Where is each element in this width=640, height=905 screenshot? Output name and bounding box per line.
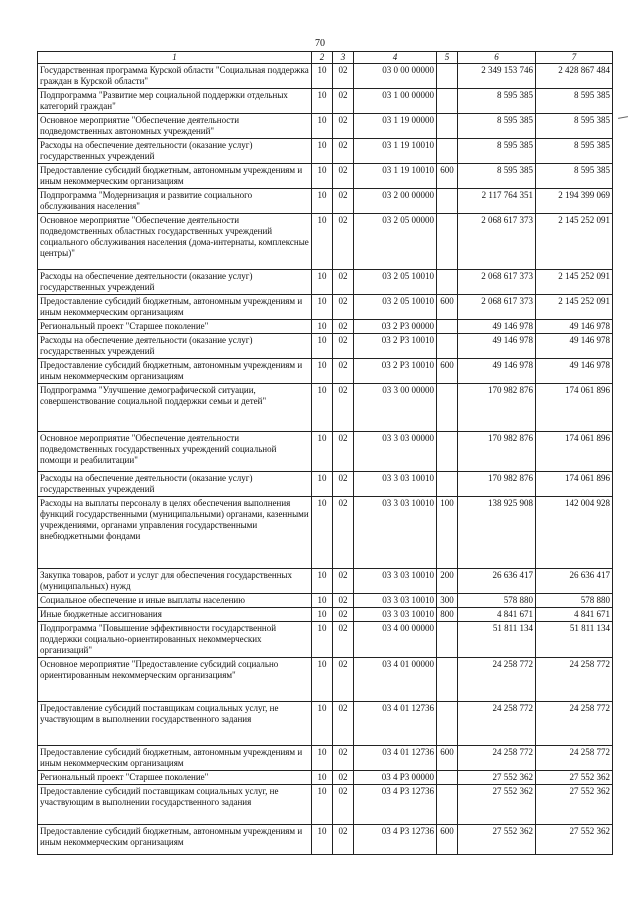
target-article-code: 03 4 P3 00000 bbox=[354, 771, 437, 785]
row-name: Предоставление субсидий бюджетным, автономным учреждениям и иным некоммерческим организациям bbox=[38, 295, 312, 320]
amount-year-1: 2 117 764 351 bbox=[458, 189, 536, 214]
amount-year-1: 170 982 876 bbox=[458, 432, 536, 472]
expense-type-code bbox=[437, 432, 458, 472]
subsection-code: 02 bbox=[333, 771, 354, 785]
amount-year-2: 2 194 399 069 bbox=[536, 189, 613, 214]
section-code: 10 bbox=[312, 594, 333, 608]
row-name: Иные бюджетные ассигнования bbox=[38, 608, 312, 622]
table-row bbox=[38, 497, 613, 569]
expense-type-code bbox=[437, 270, 458, 295]
table-row bbox=[38, 164, 613, 189]
amount-year-1: 4 841 671 bbox=[458, 608, 536, 622]
target-article-code: 03 4 01 12736 bbox=[354, 702, 437, 746]
table-row bbox=[38, 295, 613, 320]
amount-year-1: 24 258 772 bbox=[458, 702, 536, 746]
subsection-code: 02 bbox=[333, 334, 354, 359]
section-code: 10 bbox=[312, 359, 333, 384]
expense-type-code: 600 bbox=[437, 295, 458, 320]
target-article-code: 03 3 03 10010 bbox=[354, 594, 437, 608]
section-code: 10 bbox=[312, 472, 333, 497]
amount-year-2: 49 146 978 bbox=[536, 359, 613, 384]
section-code: 10 bbox=[312, 608, 333, 622]
table-row bbox=[38, 658, 613, 702]
table-row bbox=[38, 334, 613, 359]
table-row bbox=[38, 608, 613, 622]
target-article-code: 03 1 19 10010 bbox=[354, 139, 437, 164]
section-code: 10 bbox=[312, 295, 333, 320]
row-name: Социальное обеспечение и иные выплаты населению bbox=[38, 594, 312, 608]
table-row bbox=[38, 702, 613, 746]
subsection-code: 02 bbox=[333, 472, 354, 497]
target-article-code: 03 4 01 12736 bbox=[354, 746, 437, 771]
expense-type-code bbox=[437, 64, 458, 89]
expense-type-code bbox=[437, 785, 458, 825]
row-name: Предоставление субсидий бюджетным, автономным учреждениям и иным некоммерческим организациям bbox=[38, 746, 312, 771]
amount-year-1: 51 811 134 bbox=[458, 622, 536, 658]
expense-type-code: 100 bbox=[437, 497, 458, 569]
expense-type-code bbox=[437, 384, 458, 432]
column-header-5: 5 bbox=[437, 52, 458, 64]
amount-year-1: 49 146 978 bbox=[458, 359, 536, 384]
table-row bbox=[38, 771, 613, 785]
target-article-code: 03 1 19 00000 bbox=[354, 114, 437, 139]
section-code: 10 bbox=[312, 270, 333, 295]
amount-year-1: 27 552 362 bbox=[458, 771, 536, 785]
section-code: 10 bbox=[312, 320, 333, 334]
subsection-code: 02 bbox=[333, 702, 354, 746]
budget-table-body bbox=[38, 52, 613, 855]
subsection-code: 02 bbox=[333, 825, 354, 855]
target-article-code: 03 3 03 10010 bbox=[354, 608, 437, 622]
section-code: 10 bbox=[312, 771, 333, 785]
subsection-code: 02 bbox=[333, 594, 354, 608]
section-code: 10 bbox=[312, 785, 333, 825]
subsection-code: 02 bbox=[333, 622, 354, 658]
expense-type-code: 600 bbox=[437, 825, 458, 855]
section-code: 10 bbox=[312, 214, 333, 270]
subsection-code: 02 bbox=[333, 114, 354, 139]
subsection-code: 02 bbox=[333, 608, 354, 622]
section-code: 10 bbox=[312, 334, 333, 359]
table-row bbox=[38, 622, 613, 658]
subsection-code: 02 bbox=[333, 64, 354, 89]
expense-type-code bbox=[437, 658, 458, 702]
column-header-6: 6 bbox=[458, 52, 536, 64]
target-article-code: 03 1 19 10010 bbox=[354, 164, 437, 189]
row-name: Основное мероприятие "Обеспечение деятельности подведомственных автономных учреждений" bbox=[38, 114, 312, 139]
expense-type-code: 200 bbox=[437, 569, 458, 594]
amount-year-1: 8 595 385 bbox=[458, 139, 536, 164]
target-article-code: 03 3 00 00000 bbox=[354, 384, 437, 432]
amount-year-2: 8 595 385 bbox=[536, 164, 613, 189]
expense-type-code bbox=[437, 622, 458, 658]
table-row bbox=[38, 320, 613, 334]
target-article-code: 03 2 P3 10010 bbox=[354, 334, 437, 359]
column-header-1: 1 bbox=[38, 52, 312, 64]
target-article-code: 03 4 P3 12736 bbox=[354, 825, 437, 855]
expense-type-code bbox=[437, 334, 458, 359]
table-row bbox=[38, 432, 613, 472]
subsection-code: 02 bbox=[333, 89, 354, 114]
table-row bbox=[38, 189, 613, 214]
subsection-code: 02 bbox=[333, 746, 354, 771]
expense-type-code bbox=[437, 214, 458, 270]
target-article-code: 03 4 00 00000 bbox=[354, 622, 437, 658]
column-header-3: 3 bbox=[333, 52, 354, 64]
amount-year-1: 2 068 617 373 bbox=[458, 295, 536, 320]
row-name: Подпрограмма "Модернизация и развитие социального обслуживания населения" bbox=[38, 189, 312, 214]
margin-pen-mark bbox=[618, 116, 628, 119]
amount-year-1: 170 982 876 bbox=[458, 472, 536, 497]
budget-table bbox=[37, 51, 613, 855]
section-code: 10 bbox=[312, 114, 333, 139]
table-row bbox=[38, 270, 613, 295]
section-code: 10 bbox=[312, 432, 333, 472]
section-code: 10 bbox=[312, 569, 333, 594]
amount-year-2: 49 146 978 bbox=[536, 320, 613, 334]
subsection-code: 02 bbox=[333, 270, 354, 295]
amount-year-2: 4 841 671 bbox=[536, 608, 613, 622]
subsection-code: 02 bbox=[333, 164, 354, 189]
subsection-code: 02 bbox=[333, 189, 354, 214]
row-name: Государственная программа Курской области "Социальная поддержка граждан в Курской области" bbox=[38, 64, 312, 89]
row-name: Основное мероприятие "Предоставление субсидий социально ориентированным некоммерческим организациям" bbox=[38, 658, 312, 702]
table-row bbox=[38, 384, 613, 432]
expense-type-code: 800 bbox=[437, 608, 458, 622]
target-article-code: 03 4 P3 12736 bbox=[354, 785, 437, 825]
subsection-code: 02 bbox=[333, 359, 354, 384]
amount-year-1: 49 146 978 bbox=[458, 334, 536, 359]
section-code: 10 bbox=[312, 384, 333, 432]
section-code: 10 bbox=[312, 825, 333, 855]
row-name: Подпрограмма "Повышение эффективности государственной поддержки социально-ориентированных некоммерческих организаций" bbox=[38, 622, 312, 658]
expense-type-code: 600 bbox=[437, 746, 458, 771]
amount-year-2: 8 595 385 bbox=[536, 89, 613, 114]
amount-year-2: 27 552 362 bbox=[536, 825, 613, 855]
section-code: 10 bbox=[312, 164, 333, 189]
target-article-code: 03 4 01 00000 bbox=[354, 658, 437, 702]
row-name: Расходы на обеспечение деятельности (оказание услуг) государственных учреждений bbox=[38, 334, 312, 359]
target-article-code: 03 2 05 00000 bbox=[354, 214, 437, 270]
amount-year-1: 8 595 385 bbox=[458, 164, 536, 189]
target-article-code: 03 2 00 00000 bbox=[354, 189, 437, 214]
page-number: 70 bbox=[315, 38, 325, 49]
expense-type-code bbox=[437, 114, 458, 139]
row-name: Подпрограмма "Развитие мер социальной поддержки отдельных категорий граждан" bbox=[38, 89, 312, 114]
row-name: Основное мероприятие "Обеспечение деятельности подведомственных государственных учреждений социальной помощи и реабилитации" bbox=[38, 432, 312, 472]
subsection-code: 02 bbox=[333, 569, 354, 594]
amount-year-2: 24 258 772 bbox=[536, 658, 613, 702]
amount-year-2: 8 595 385 bbox=[536, 139, 613, 164]
header-row bbox=[38, 52, 613, 64]
row-name: Подпрограмма "Улучшение демографической ситуации, совершенствование социальной поддержки семьи и детей" bbox=[38, 384, 312, 432]
section-code: 10 bbox=[312, 497, 333, 569]
row-name: Предоставление субсидий поставщикам социальных услуг, не участвующим в выполнении государственного задания bbox=[38, 785, 312, 825]
expense-type-code bbox=[437, 472, 458, 497]
target-article-code: 03 3 03 00000 bbox=[354, 432, 437, 472]
section-code: 10 bbox=[312, 189, 333, 214]
section-code: 10 bbox=[312, 702, 333, 746]
subsection-code: 02 bbox=[333, 320, 354, 334]
target-article-code: 03 0 00 00000 bbox=[354, 64, 437, 89]
amount-year-2: 174 061 896 bbox=[536, 384, 613, 432]
amount-year-1: 27 552 362 bbox=[458, 825, 536, 855]
expense-type-code bbox=[437, 702, 458, 746]
section-code: 10 bbox=[312, 746, 333, 771]
amount-year-2: 174 061 896 bbox=[536, 432, 613, 472]
amount-year-2: 27 552 362 bbox=[536, 771, 613, 785]
table-row bbox=[38, 214, 613, 270]
subsection-code: 02 bbox=[333, 295, 354, 320]
section-code: 10 bbox=[312, 658, 333, 702]
subsection-code: 02 bbox=[333, 785, 354, 825]
amount-year-1: 27 552 362 bbox=[458, 785, 536, 825]
target-article-code: 03 2 05 10010 bbox=[354, 295, 437, 320]
row-name: Предоставление субсидий бюджетным, автономным учреждениям и иным некоммерческим организациям bbox=[38, 164, 312, 189]
amount-year-1: 24 258 772 bbox=[458, 658, 536, 702]
amount-year-2: 578 880 bbox=[536, 594, 613, 608]
amount-year-2: 49 146 978 bbox=[536, 334, 613, 359]
amount-year-2: 27 552 362 bbox=[536, 785, 613, 825]
section-code: 10 bbox=[312, 64, 333, 89]
amount-year-1: 8 595 385 bbox=[458, 89, 536, 114]
section-code: 10 bbox=[312, 622, 333, 658]
amount-year-2: 51 811 134 bbox=[536, 622, 613, 658]
table-row bbox=[38, 594, 613, 608]
amount-year-1: 2 068 617 373 bbox=[458, 270, 536, 295]
column-header-4: 4 bbox=[354, 52, 437, 64]
target-article-code: 03 2 05 10010 bbox=[354, 270, 437, 295]
expense-type-code bbox=[437, 89, 458, 114]
table-row bbox=[38, 569, 613, 594]
amount-year-2: 174 061 896 bbox=[536, 472, 613, 497]
amount-year-1: 2 068 617 373 bbox=[458, 214, 536, 270]
amount-year-2: 142 004 928 bbox=[536, 497, 613, 569]
section-code: 10 bbox=[312, 89, 333, 114]
expense-type-code: 600 bbox=[437, 164, 458, 189]
row-name: Предоставление субсидий бюджетным, автономным учреждениям и иным некоммерческим организациям bbox=[38, 359, 312, 384]
expense-type-code bbox=[437, 189, 458, 214]
row-name: Основное мероприятие "Обеспечение деятельности подведомственных областных государственных учреждений социального обслуживания населения (дома-интернаты, комплексные центры)" bbox=[38, 214, 312, 270]
table-row bbox=[38, 139, 613, 164]
expense-type-code: 600 bbox=[437, 359, 458, 384]
amount-year-1: 138 925 908 bbox=[458, 497, 536, 569]
column-header-7: 7 bbox=[536, 52, 613, 64]
subsection-code: 02 bbox=[333, 384, 354, 432]
amount-year-2: 26 636 417 bbox=[536, 569, 613, 594]
table-row bbox=[38, 64, 613, 89]
row-name: Предоставление субсидий поставщикам социальных услуг, не участвующим в выполнении государственного задания bbox=[38, 702, 312, 746]
subsection-code: 02 bbox=[333, 658, 354, 702]
amount-year-1: 578 880 bbox=[458, 594, 536, 608]
target-article-code: 03 3 03 10010 bbox=[354, 497, 437, 569]
row-name: Расходы на выплаты персоналу в целях обеспечения выполнения функций государственными (муниципальными) органами, казенными учреждениями, органами управления государственными внебюджетными фондами bbox=[38, 497, 312, 569]
row-name: Расходы на обеспечение деятельности (оказание услуг) государственных учреждений bbox=[38, 270, 312, 295]
subsection-code: 02 bbox=[333, 214, 354, 270]
amount-year-2: 2 145 252 091 bbox=[536, 214, 613, 270]
table-row bbox=[38, 472, 613, 497]
row-name: Предоставление субсидий бюджетным, автономным учреждениям и иным некоммерческим организациям bbox=[38, 825, 312, 855]
amount-year-2: 24 258 772 bbox=[536, 746, 613, 771]
expense-type-code: 300 bbox=[437, 594, 458, 608]
expense-type-code bbox=[437, 139, 458, 164]
table-row bbox=[38, 359, 613, 384]
amount-year-2: 8 595 385 bbox=[536, 114, 613, 139]
subsection-code: 02 bbox=[333, 139, 354, 164]
target-article-code: 03 3 03 10010 bbox=[354, 472, 437, 497]
table-row bbox=[38, 825, 613, 855]
amount-year-1: 49 146 978 bbox=[458, 320, 536, 334]
row-name: Региональный проект "Старшее поколение" bbox=[38, 320, 312, 334]
amount-year-1: 8 595 385 bbox=[458, 114, 536, 139]
target-article-code: 03 2 P3 10010 bbox=[354, 359, 437, 384]
amount-year-2: 24 258 772 bbox=[536, 702, 613, 746]
target-article-code: 03 1 00 00000 bbox=[354, 89, 437, 114]
amount-year-2: 2 145 252 091 bbox=[536, 295, 613, 320]
row-name: Расходы на обеспечение деятельности (оказание услуг) государственных учреждений bbox=[38, 472, 312, 497]
table-row bbox=[38, 114, 613, 139]
row-name: Закупка товаров, работ и услуг для обеспечения государственных (муниципальных) нужд bbox=[38, 569, 312, 594]
section-code: 10 bbox=[312, 139, 333, 164]
amount-year-1: 2 349 153 746 bbox=[458, 64, 536, 89]
column-header-2: 2 bbox=[312, 52, 333, 64]
target-article-code: 03 3 03 10010 bbox=[354, 569, 437, 594]
amount-year-2: 2 145 252 091 bbox=[536, 270, 613, 295]
amount-year-1: 170 982 876 bbox=[458, 384, 536, 432]
amount-year-1: 26 636 417 bbox=[458, 569, 536, 594]
expense-type-code bbox=[437, 320, 458, 334]
table-row bbox=[38, 746, 613, 771]
amount-year-2: 2 428 867 484 bbox=[536, 64, 613, 89]
row-name: Региональный проект "Старшее поколение" bbox=[38, 771, 312, 785]
table-row bbox=[38, 89, 613, 114]
table-row bbox=[38, 785, 613, 825]
subsection-code: 02 bbox=[333, 432, 354, 472]
target-article-code: 03 2 P3 00000 bbox=[354, 320, 437, 334]
row-name: Расходы на обеспечение деятельности (оказание услуг) государственных учреждений bbox=[38, 139, 312, 164]
amount-year-1: 24 258 772 bbox=[458, 746, 536, 771]
subsection-code: 02 bbox=[333, 497, 354, 569]
expense-type-code bbox=[437, 771, 458, 785]
